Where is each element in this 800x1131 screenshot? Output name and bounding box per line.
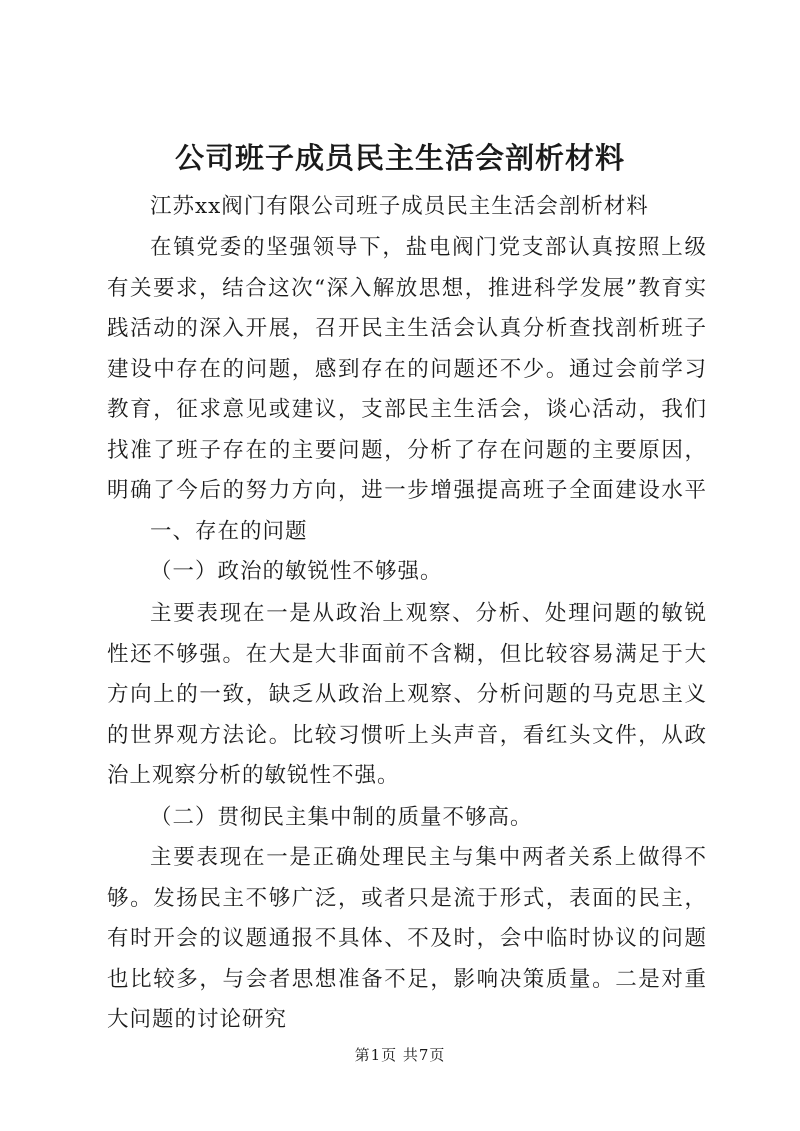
page-footer: 第1页 共7页 [354,1046,446,1064]
item-body-political: 主要表现在一是从政治上观察、分析、处理问题的敏锐性还不够强。在大是大非面前不含糊，但比较容易满足于大方向上的一致，缺乏从政治上观察、分析问题的马克思主义的世界观方法论。比较习惯听上头声音，看红头文件，从政治上观察分析的敏锐性不强。 [107,601,707,788]
document-subtitle: 江苏xx阀门有限公司班子成员民主生活会剖析材料 [150,194,649,219]
section-heading-problems: 一、存在的问题 [150,519,308,544]
document-title: 公司班子成员民主生活会剖析材料 [174,141,625,175]
item-heading-political: （一）政治的敏锐性不够强。 [150,559,443,584]
item-heading-democracy: （二）贯彻民主集中制的质量不够高。 [150,805,533,830]
intro-paragraph: 在镇党委的坚强领导下，盐电阀门党支部认真按照上级有关要求，结合这次“深入解放思想，推进科学发展”教育实践活动的深入开展，召开民主生活会认真分析查找剖析班子建设中存在的问题，感到存在的问题还不少。通过会前学习教育，征求意见或建议，支部民主生活会，谈心活动，我们找准了班子存在的主要问题，分析了存在问题的主要原因，明确了今后的努力方向，进一步增强提高班子全面建设水平 [107,235,707,503]
item-body-democracy: 主要表现在一是正确处理民主与集中两者关系上做得不够。发扬民主不够广泛，或者只是流于形式，表面的民主，有时开会的议题通报不具体、不及时，会中临时协议的问题也比较多，与会者思想准备不足，影响决策质量。二是对重大问题的讨论研究 [107,845,707,1032]
